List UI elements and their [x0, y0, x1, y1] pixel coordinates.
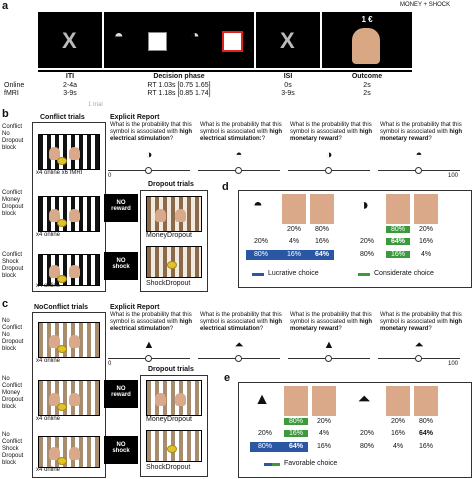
block-c-0: No Conflict No Dropout block — [2, 318, 24, 352]
question-b-0: What is the probability that this symbol is associated with high electrical stimulation? — [110, 122, 193, 142]
e-l-mid-1: 4% — [318, 430, 330, 437]
d-l-bot-1: 64% — [314, 251, 329, 258]
selected-card-icon — [222, 31, 243, 52]
timeline-bar — [38, 70, 412, 72]
slider-knob-b3[interactable] — [415, 167, 422, 174]
slider-knob-c0[interactable] — [145, 355, 152, 362]
slider-knob-c1[interactable] — [235, 355, 242, 362]
conflict-trial-stack-2 — [38, 254, 100, 286]
symbol-b2-icon: ◑ — [325, 149, 333, 161]
symbol-b0-icon: ◑ — [145, 149, 153, 161]
isi-screen — [256, 12, 320, 68]
person-photo-icon — [352, 28, 380, 64]
x4-first: x4 online x6 fMRI — [36, 170, 83, 176]
no-shock-block-c: NO shock — [104, 436, 138, 464]
iti-screen — [38, 12, 102, 68]
noconflict-stack-1 — [38, 380, 100, 416]
block-c-2: No Conflict Shock Dropout block — [2, 432, 24, 466]
symbol-d-right-icon: ◑ — [359, 197, 369, 214]
face-e-l0 — [284, 386, 308, 416]
question-c-2: What is the probability that this symbol is associated with high monetary reward? — [290, 312, 373, 332]
question-c-3: What is the probability that this symbol is associated with high monetary reward? — [380, 312, 463, 332]
e-l-row1: 80% — [257, 443, 272, 450]
e-l-top-0: 80% — [284, 418, 308, 425]
scale-max-b: 100 — [448, 173, 459, 179]
block-b-1: Conflict Money Dropout block — [2, 190, 24, 217]
d-r-top-0: 80% — [386, 226, 410, 233]
row-label-fmri: fMRI — [4, 90, 19, 97]
legend-considerate: Considerate choice — [374, 270, 434, 277]
conflict-trials-title: Conflict trials — [40, 114, 85, 121]
x4-c1: x4 online — [36, 416, 61, 422]
symbol-right-icon: ◔ — [190, 28, 200, 45]
block-b-2: Conflict Shock Dropout block — [2, 252, 24, 279]
e-r-bot-1: 16% — [418, 443, 433, 450]
symbol-e-right-icon: ⏶ — [357, 391, 371, 408]
shock-dropout-stack-c — [146, 430, 202, 462]
d-r-mid-0: 64% — [386, 238, 410, 245]
phase-outcome: Outcome — [351, 73, 383, 80]
conflict-trial-stack-0 — [38, 134, 100, 170]
outcome-amount: 1 € — [361, 15, 373, 24]
question-b-3: What is the probability that this symbol is associated with high monetary reward? — [380, 122, 463, 142]
question-c-0: What is the probability that this symbol is associated with high electrical stimulation? — [110, 312, 193, 332]
scale-min-b: 0 — [108, 173, 112, 179]
money-dropout-stack — [146, 196, 202, 232]
e-r-mid-0: 16% — [390, 430, 405, 437]
legend-lucrative-swatch — [252, 273, 264, 276]
isi-online: 0s — [284, 82, 292, 89]
d-r-mid-1: 16% — [418, 238, 433, 245]
trial-note: 1 trial — [88, 102, 103, 108]
e-l-mid-0: 16% — [284, 430, 308, 437]
legend-lucrative: Lucrative choice — [268, 270, 319, 277]
e-r-bot-0: 4% — [392, 443, 404, 450]
outcome-online: 2s — [363, 82, 371, 89]
phase-iti: ITI — [65, 73, 75, 80]
x4-c0: x4 online — [36, 358, 61, 364]
row-label-online: Online — [4, 82, 25, 89]
fixation-cross: X — [62, 28, 77, 53]
symbol-c0-icon: ▲ — [143, 339, 155, 351]
e-r-mid-1: 64% — [418, 430, 433, 437]
shock-dropout-label-c: ShockDropout — [146, 464, 191, 471]
slider-knob-b2[interactable] — [325, 167, 332, 174]
d-r-top-1: 20% — [418, 226, 433, 233]
money-dropout-label-c: MoneyDropout — [146, 416, 192, 423]
face-e-r1 — [414, 386, 438, 416]
shock-dropout-stack — [146, 246, 202, 278]
symbol-e-left-icon: ▲ — [254, 391, 270, 408]
x4-b2: x4 online — [36, 283, 61, 289]
decision-screen — [104, 12, 254, 68]
legend-favorable: Favorable choice — [284, 460, 338, 467]
explicit-report-title-c: Explicit Report — [110, 304, 160, 311]
no-reward-block-b: NO reward — [104, 194, 138, 222]
e-l-row0: 20% — [257, 430, 272, 437]
face-d-r1 — [414, 194, 438, 224]
x4-b1: x4 online — [36, 232, 61, 238]
decision-online: RT 1.03s [0.75 1.65] — [147, 82, 211, 89]
e-r-row0: 20% — [359, 430, 374, 437]
d-r-bot-1: 4% — [420, 251, 432, 258]
e-r-row1: 80% — [359, 443, 374, 450]
d-l-mid-0: 4% — [288, 238, 300, 245]
panel-e-label: e — [224, 372, 231, 384]
face-d-r0 — [386, 194, 410, 224]
slider-knob-c3[interactable] — [415, 355, 422, 362]
noconflict-stack-0 — [38, 322, 100, 358]
symbol-b3-icon: ◓ — [415, 149, 423, 161]
d-r-row1: 80% — [359, 251, 374, 258]
money-shock-label: MONEY + SHOCK — [400, 2, 451, 8]
e-l-bot-1: 16% — [316, 443, 331, 450]
d-r-bot-0: 16% — [386, 251, 410, 258]
legend-favorable-swatch-blue — [264, 463, 272, 466]
decision-fmri: RT 1.18s [0.85 1.74] — [147, 90, 211, 97]
e-r-top-1: 80% — [418, 418, 433, 425]
iti-fmri: 3-9s — [63, 90, 77, 97]
conflict-trial-stack-1 — [38, 196, 100, 232]
symbol-c3-icon: ⏶ — [414, 339, 424, 351]
dropout-trials-title-b: Dropout trials — [148, 181, 194, 188]
scale-max-c: 100 — [448, 361, 459, 367]
question-b-1: What is the probability that this symbol is associated with high electrical stimulation:? — [200, 122, 283, 142]
slider-knob-c2[interactable] — [325, 355, 332, 362]
block-c-1: No Conflict Money Dropout block — [2, 376, 24, 410]
money-dropout-stack-c — [146, 380, 202, 416]
d-l-top-0: 20% — [286, 226, 301, 233]
question-b-2: What is the probability that this symbol is associated with high monetary reward? — [290, 122, 373, 142]
face-d-l0 — [282, 194, 306, 224]
x4-c2: x4 online — [36, 467, 61, 473]
e-r-top-0: 20% — [390, 418, 405, 425]
no-shock-block-b: NO shock — [104, 252, 138, 280]
legend-favorable-swatch-green — [272, 463, 280, 466]
d-l-top-1: 80% — [314, 226, 329, 233]
question-c-1: What is the probability that this symbol is associated with high electrical stimulation? — [200, 312, 283, 332]
outcome-screen — [322, 12, 412, 68]
face-e-l1 — [312, 386, 336, 416]
face-d-l1 — [310, 194, 334, 224]
symbol-d-left-icon: ◓ — [253, 197, 263, 214]
d-l-row0: 20% — [253, 238, 268, 245]
scale-min-c: 0 — [108, 361, 112, 367]
symbol-c1-icon: ⏶ — [234, 339, 244, 351]
coin-card-left-icon — [148, 32, 167, 51]
slider-knob-b1[interactable] — [235, 167, 242, 174]
phase-decision: Decision phase — [153, 73, 205, 80]
panel-b-label: b — [2, 108, 9, 120]
symbol-b1-icon: ◓ — [235, 149, 243, 161]
outcome-fmri: 2s — [363, 90, 371, 97]
dropout-trials-title-c: Dropout trials — [148, 366, 194, 373]
e-l-bot-0: 64% — [288, 443, 303, 450]
e-l-top-1: 20% — [316, 418, 331, 425]
iti-online: 2-4a — [62, 82, 77, 89]
slider-knob-b0[interactable] — [145, 167, 152, 174]
phase-isi: ISI — [283, 73, 293, 80]
d-l-mid-1: 16% — [314, 238, 329, 245]
noconflict-trials-title: NoConflict trials — [34, 304, 89, 311]
d-l-row1: 80% — [253, 251, 268, 258]
symbol-c2-icon: ▲ — [323, 339, 335, 351]
panel-a-label: a — [2, 0, 9, 12]
legend-considerate-swatch — [358, 273, 370, 276]
money-dropout-label-b: MoneyDropout — [146, 232, 192, 239]
panel-c-label: c — [2, 298, 9, 310]
block-b-0: Conflict No Dropout block — [2, 124, 24, 151]
noconflict-stack-2 — [38, 436, 100, 468]
explicit-report-title-b: Explicit Report — [110, 114, 160, 121]
isi-fmri: 3-9s — [281, 90, 295, 97]
symbol-left-icon: ◓ — [114, 28, 124, 45]
shock-dropout-label-b: ShockDropout — [146, 280, 191, 287]
d-l-bot-0: 16% — [286, 251, 301, 258]
d-r-row0: 20% — [359, 238, 374, 245]
panel-d-label: d — [222, 181, 229, 193]
no-reward-block-c: NO reward — [104, 380, 138, 408]
face-e-r0 — [386, 386, 410, 416]
fixation-cross-isi: X — [280, 28, 295, 53]
